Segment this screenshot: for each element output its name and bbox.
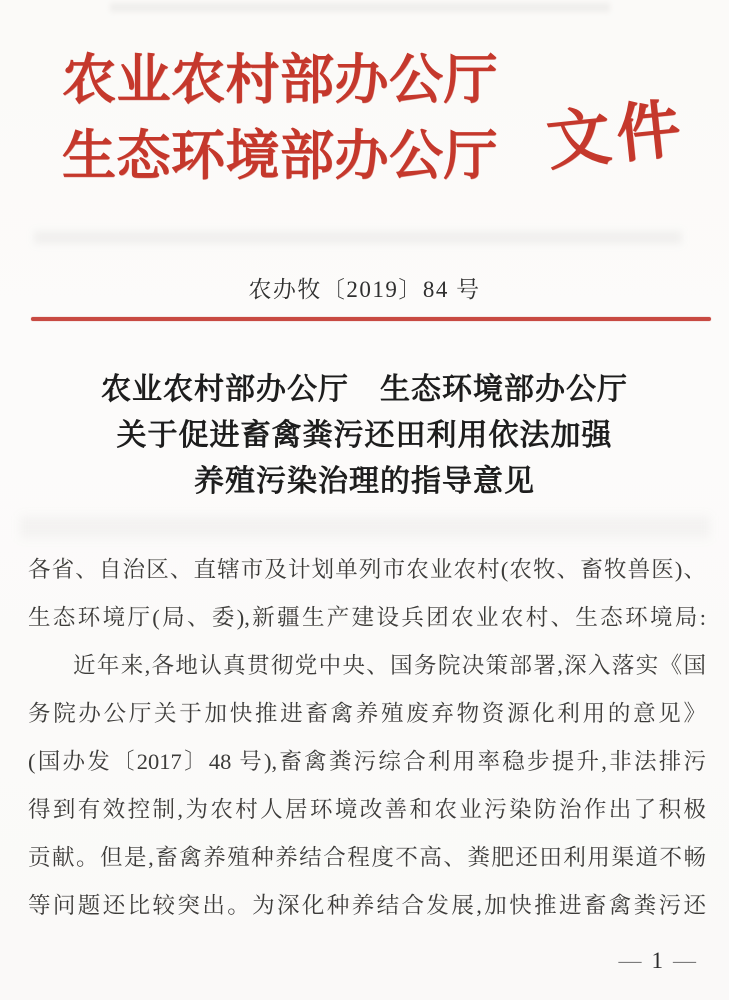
- paragraph-line-4: 得到有效控制,为农村人居环境改善和农业污染防治作出了积极: [28, 797, 706, 822]
- document-title-line-2: 关于促进畜禽粪污还田利用依法加强: [116, 419, 613, 452]
- salutation-line-2: 生态环境厅(局、委),新疆生产建设兵团农业农村、生态环境局:: [28, 605, 706, 630]
- document-title-line-1: 农业农村部办公厅 生态环境部办公厅: [101, 373, 628, 406]
- page-number-left-dash: —: [618, 948, 643, 973]
- page-number-footer: [619, 948, 698, 974]
- page-number-right-dash: —: [673, 948, 697, 973]
- letterhead: [62, 42, 498, 194]
- document-title-line-3: 养殖污染治理的指导意见: [194, 465, 535, 498]
- letterhead-doc-type-label: 文件: [543, 92, 690, 179]
- letterhead-agency-line-1: 农业农村部办公厅: [62, 50, 498, 110]
- scan-smudge-middle: [34, 231, 682, 244]
- document-number: 农办牧〔2019〕84 号: [248, 277, 481, 302]
- red-divider-line: [31, 317, 711, 321]
- paragraph-line-2: 务院办公厅关于加快推进畜禽养殖废弃物资源化利用的意见》: [28, 701, 706, 726]
- paragraph-line-6: 等问题还比较突出。为深化种养结合发展,加快推进畜禽粪污还: [28, 893, 706, 918]
- paragraph-line-5: 贡献。但是,畜禽养殖种养结合程度不高、粪肥还田利用渠道不畅: [28, 845, 706, 870]
- paragraph-line-3: (国办发〔2017〕48 号),畜禽粪污综合利用率稳步提升,非法排污: [28, 749, 706, 774]
- page-number-value: 1: [651, 948, 664, 973]
- letterhead-agency-line-2: 生态环境部办公厅: [62, 126, 498, 186]
- document-body: [28, 546, 706, 930]
- scan-smudge-under-title: [20, 516, 710, 538]
- document-title: [0, 367, 729, 505]
- salutation-line-1: 各省、自治区、直辖市及计划单列市农业农村(农牧、畜牧兽医)、: [28, 557, 706, 582]
- scan-smudge-top: [110, 3, 610, 12]
- paragraph-line-1: 近年来,各地认真贯彻党中央、国务院决策部署,深入落实《国: [73, 653, 706, 678]
